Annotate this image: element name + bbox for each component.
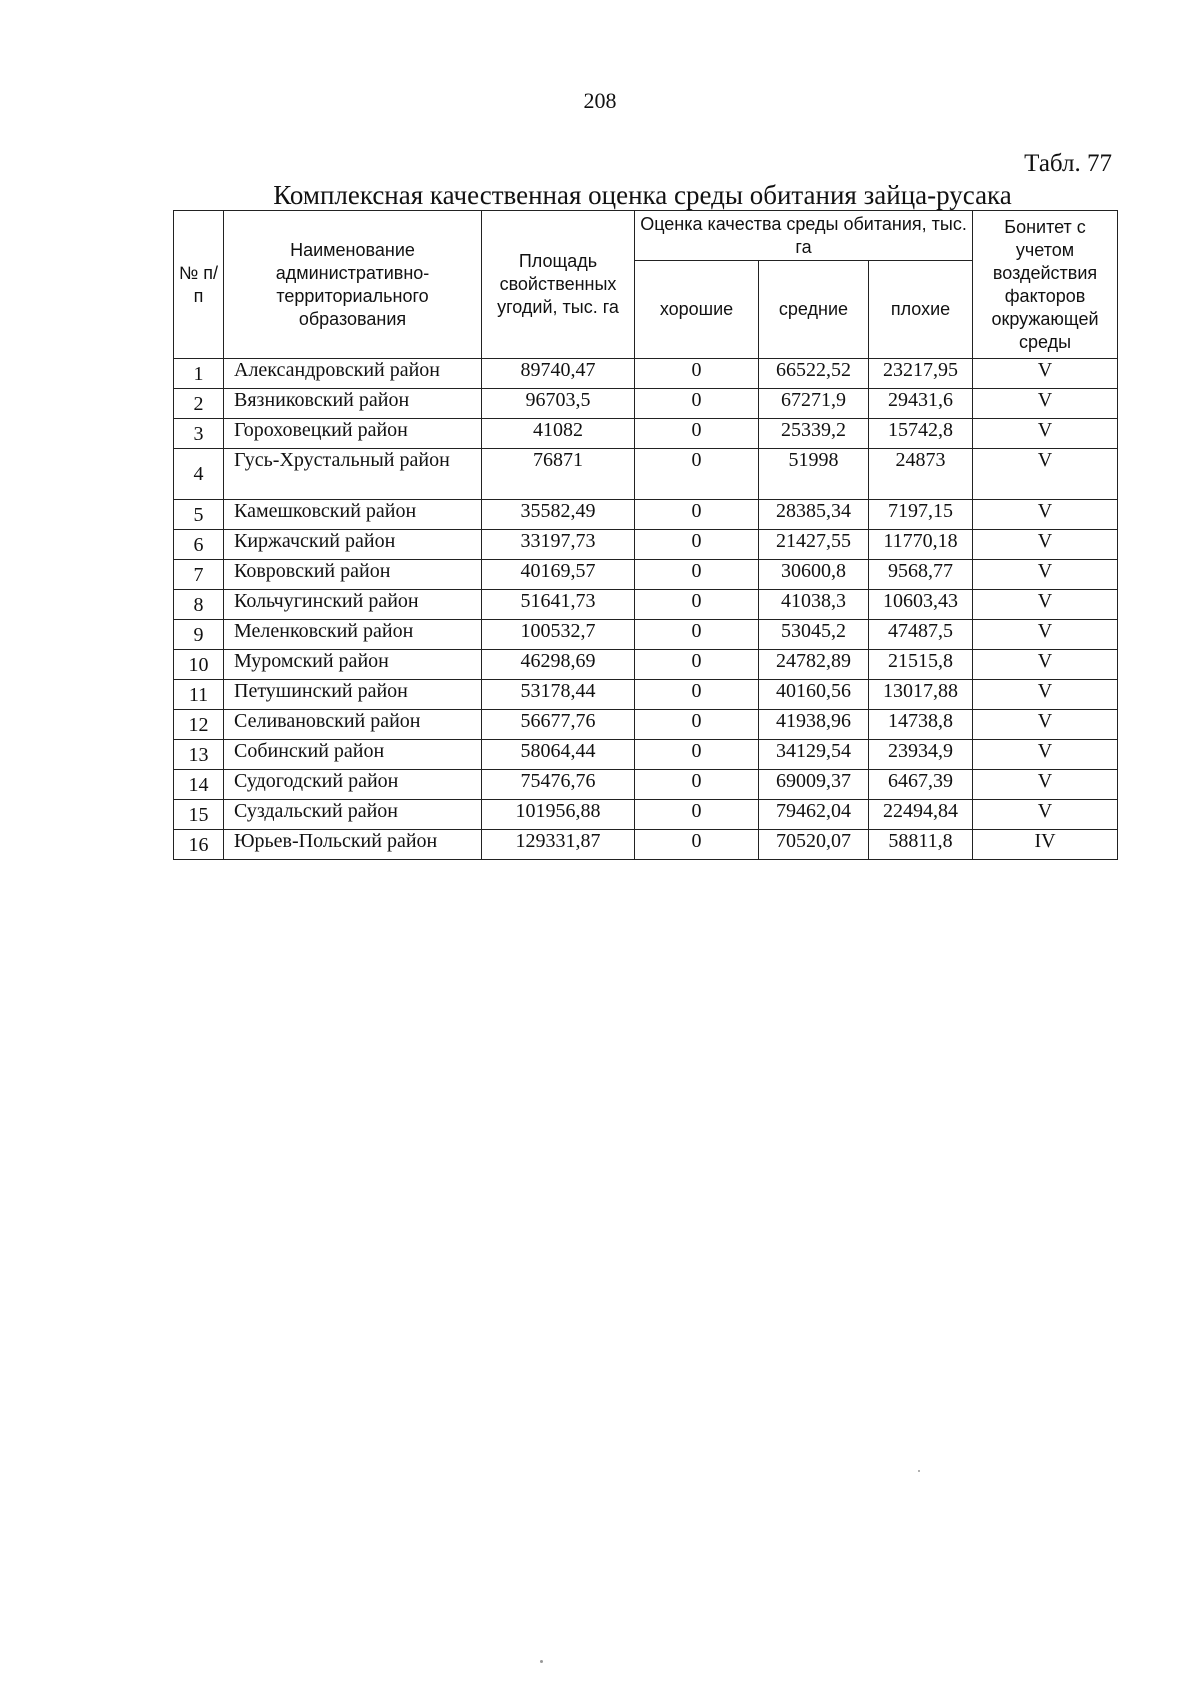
cell-num: 1 bbox=[174, 359, 224, 389]
cell-bonitet: IV bbox=[973, 830, 1118, 860]
cell-medium: 51998 bbox=[759, 449, 869, 500]
cell-num: 16 bbox=[174, 830, 224, 860]
table-row bbox=[174, 620, 1118, 650]
header-good: хорошие bbox=[635, 261, 759, 359]
cell-good: 0 bbox=[635, 419, 759, 449]
cell-bad: 47487,5 bbox=[869, 620, 973, 650]
cell-bad: 23217,95 bbox=[869, 359, 973, 389]
scan-speck bbox=[540, 1660, 543, 1663]
header-area: Площадь свойственных угодий, тыс. га bbox=[482, 211, 635, 359]
cell-good: 0 bbox=[635, 449, 759, 500]
table-row bbox=[174, 710, 1118, 740]
cell-medium: 79462,04 bbox=[759, 800, 869, 830]
header-num: № п/п bbox=[174, 211, 224, 359]
cell-area: 33197,73 bbox=[482, 530, 635, 560]
cell-medium: 28385,34 bbox=[759, 500, 869, 530]
cell-medium: 41038,3 bbox=[759, 590, 869, 620]
table-row bbox=[174, 650, 1118, 680]
cell-bad: 29431,6 bbox=[869, 389, 973, 419]
table-row bbox=[174, 770, 1118, 800]
cell-area: 53178,44 bbox=[482, 680, 635, 710]
page-number: 208 bbox=[583, 88, 617, 113]
table-row bbox=[174, 800, 1118, 830]
cell-num: 10 bbox=[174, 650, 224, 680]
cell-name: Юрьев-Польский район bbox=[224, 830, 482, 860]
cell-name: Селивановский район bbox=[224, 710, 482, 740]
cell-name: Александровский район bbox=[224, 359, 482, 389]
cell-good: 0 bbox=[635, 740, 759, 770]
cell-good: 0 bbox=[635, 620, 759, 650]
cell-bonitet: V bbox=[973, 530, 1118, 560]
table-header bbox=[174, 211, 1118, 359]
cell-bad: 9568,77 bbox=[869, 560, 973, 590]
cell-bad: 6467,39 bbox=[869, 770, 973, 800]
table-row bbox=[174, 389, 1118, 419]
cell-bad: 11770,18 bbox=[869, 530, 973, 560]
cell-bonitet: V bbox=[973, 740, 1118, 770]
cell-num: 3 bbox=[174, 419, 224, 449]
cell-name: Ковровский район bbox=[224, 560, 482, 590]
cell-medium: 70520,07 bbox=[759, 830, 869, 860]
header-medium: средние bbox=[759, 261, 869, 359]
cell-good: 0 bbox=[635, 389, 759, 419]
cell-bonitet: V bbox=[973, 680, 1118, 710]
cell-name: Суздальский район bbox=[224, 800, 482, 830]
cell-bad: 14738,8 bbox=[869, 710, 973, 740]
table-body bbox=[174, 359, 1118, 860]
cell-medium: 24782,89 bbox=[759, 650, 869, 680]
table-row bbox=[174, 530, 1118, 560]
cell-bad: 7197,15 bbox=[869, 500, 973, 530]
cell-name: Камешковский район bbox=[224, 500, 482, 530]
cell-medium: 67271,9 bbox=[759, 389, 869, 419]
cell-medium: 30600,8 bbox=[759, 560, 869, 590]
cell-area: 46298,69 bbox=[482, 650, 635, 680]
cell-bad: 13017,88 bbox=[869, 680, 973, 710]
cell-name: Киржачский район bbox=[224, 530, 482, 560]
cell-good: 0 bbox=[635, 500, 759, 530]
cell-good: 0 bbox=[635, 560, 759, 590]
cell-num: 6 bbox=[174, 530, 224, 560]
cell-bonitet: V bbox=[973, 500, 1118, 530]
cell-name: Муромский район bbox=[224, 650, 482, 680]
cell-good: 0 bbox=[635, 800, 759, 830]
table-row bbox=[174, 560, 1118, 590]
data-table bbox=[173, 210, 1118, 860]
cell-area: 41082 bbox=[482, 419, 635, 449]
cell-medium: 34129,54 bbox=[759, 740, 869, 770]
cell-medium: 41938,96 bbox=[759, 710, 869, 740]
cell-num: 13 bbox=[174, 740, 224, 770]
cell-area: 75476,76 bbox=[482, 770, 635, 800]
cell-num: 8 bbox=[174, 590, 224, 620]
cell-good: 0 bbox=[635, 680, 759, 710]
cell-num: 14 bbox=[174, 770, 224, 800]
cell-name: Судогодский район bbox=[224, 770, 482, 800]
cell-name: Собинский район bbox=[224, 740, 482, 770]
cell-medium: 53045,2 bbox=[759, 620, 869, 650]
cell-bonitet: V bbox=[973, 590, 1118, 620]
cell-good: 0 bbox=[635, 650, 759, 680]
cell-bad: 24873 bbox=[869, 449, 973, 500]
cell-bad: 21515,8 bbox=[869, 650, 973, 680]
cell-num: 4 bbox=[174, 449, 224, 500]
table-title: Комплексная качественная оценка среды обитания зайца-русака bbox=[273, 180, 1012, 210]
cell-name: Петушинский район bbox=[224, 680, 482, 710]
cell-area: 96703,5 bbox=[482, 389, 635, 419]
scan-speck bbox=[918, 1470, 920, 1472]
cell-num: 2 bbox=[174, 389, 224, 419]
table-row bbox=[174, 740, 1118, 770]
table-row bbox=[174, 419, 1118, 449]
cell-bad: 58811,8 bbox=[869, 830, 973, 860]
table-row bbox=[174, 680, 1118, 710]
cell-area: 40169,57 bbox=[482, 560, 635, 590]
cell-bonitet: V bbox=[973, 650, 1118, 680]
cell-num: 5 bbox=[174, 500, 224, 530]
header-bonitet: Бонитет с учетом воздействия факторов окружающей среды bbox=[973, 211, 1118, 359]
table-label: Табл. 77 bbox=[1024, 150, 1112, 177]
cell-area: 35582,49 bbox=[482, 500, 635, 530]
cell-area: 76871 bbox=[482, 449, 635, 500]
table-row bbox=[174, 500, 1118, 530]
table-row bbox=[174, 590, 1118, 620]
cell-num: 7 bbox=[174, 560, 224, 590]
cell-bonitet: V bbox=[973, 419, 1118, 449]
cell-bonitet: V bbox=[973, 560, 1118, 590]
cell-bonitet: V bbox=[973, 449, 1118, 500]
cell-good: 0 bbox=[635, 590, 759, 620]
cell-name: Гороховецкий район bbox=[224, 419, 482, 449]
cell-name: Гусь-Хрустальный район bbox=[224, 449, 482, 500]
header-bad: плохие bbox=[869, 261, 973, 359]
header-name: Наименование административно-территориального образования bbox=[224, 211, 482, 359]
cell-area: 89740,47 bbox=[482, 359, 635, 389]
cell-good: 0 bbox=[635, 530, 759, 560]
cell-bonitet: V bbox=[973, 620, 1118, 650]
cell-good: 0 bbox=[635, 359, 759, 389]
cell-name: Вязниковский район bbox=[224, 389, 482, 419]
cell-bad: 15742,8 bbox=[869, 419, 973, 449]
cell-name: Меленковский район bbox=[224, 620, 482, 650]
cell-medium: 25339,2 bbox=[759, 419, 869, 449]
cell-medium: 69009,37 bbox=[759, 770, 869, 800]
cell-bad: 23934,9 bbox=[869, 740, 973, 770]
cell-bonitet: V bbox=[973, 710, 1118, 740]
cell-name: Кольчугинский район bbox=[224, 590, 482, 620]
table-row bbox=[174, 830, 1118, 860]
cell-bad: 10603,43 bbox=[869, 590, 973, 620]
cell-num: 12 bbox=[174, 710, 224, 740]
cell-area: 58064,44 bbox=[482, 740, 635, 770]
table-row bbox=[174, 359, 1118, 389]
cell-good: 0 bbox=[635, 770, 759, 800]
cell-num: 11 bbox=[174, 680, 224, 710]
cell-medium: 66522,52 bbox=[759, 359, 869, 389]
header-quality-group: Оценка качества среды обитания, тыс. га bbox=[635, 211, 973, 261]
cell-num: 9 bbox=[174, 620, 224, 650]
cell-good: 0 bbox=[635, 830, 759, 860]
cell-medium: 40160,56 bbox=[759, 680, 869, 710]
cell-medium: 21427,55 bbox=[759, 530, 869, 560]
cell-bonitet: V bbox=[973, 359, 1118, 389]
table-row bbox=[174, 449, 1118, 500]
cell-bonitet: V bbox=[973, 770, 1118, 800]
cell-bad: 22494,84 bbox=[869, 800, 973, 830]
cell-area: 51641,73 bbox=[482, 590, 635, 620]
cell-bonitet: V bbox=[973, 389, 1118, 419]
cell-area: 100532,7 bbox=[482, 620, 635, 650]
cell-num: 15 bbox=[174, 800, 224, 830]
cell-area: 129331,87 bbox=[482, 830, 635, 860]
cell-area: 56677,76 bbox=[482, 710, 635, 740]
cell-area: 101956,88 bbox=[482, 800, 635, 830]
cell-good: 0 bbox=[635, 710, 759, 740]
cell-bonitet: V bbox=[973, 800, 1118, 830]
